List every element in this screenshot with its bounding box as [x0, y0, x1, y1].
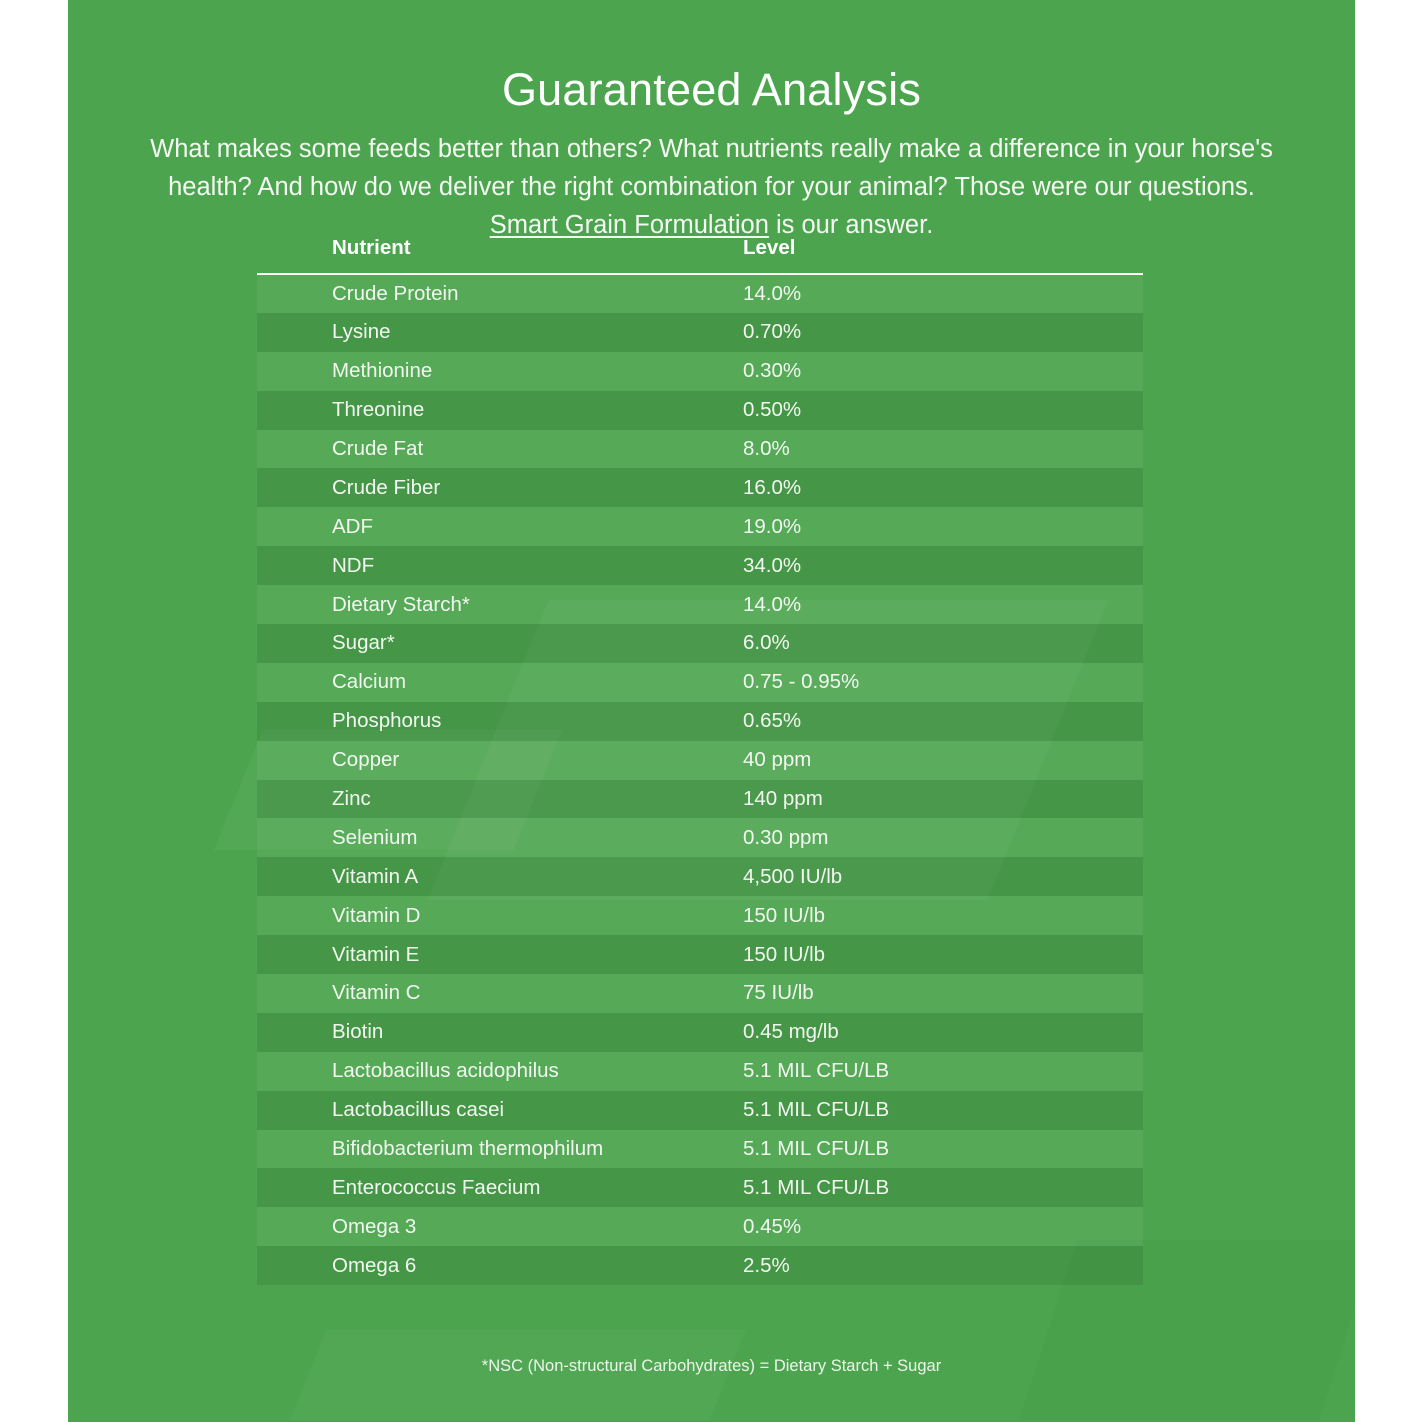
table-row [257, 663, 1143, 702]
table-row [257, 1130, 1143, 1169]
cell-level: 0.45% [743, 1214, 802, 1238]
table-row [257, 1207, 1143, 1246]
cell-nutrient: Crude Fiber [332, 475, 441, 499]
cell-nutrient: Vitamin D [332, 903, 421, 927]
cell-nutrient: Dietary Starch* [332, 592, 470, 616]
cell-level: 0.45 mg/lb [743, 1020, 839, 1044]
cell-level: 150 IU/lb [743, 903, 826, 927]
intro-text-after-link: is our answer. [768, 210, 934, 239]
table-row [257, 274, 1143, 313]
cell-nutrient: Vitamin C [332, 981, 421, 1005]
cell-level: 0.50% [743, 398, 802, 422]
cell-level: 75 IU/lb [743, 981, 814, 1005]
cell-level: 0.30 ppm [743, 825, 829, 849]
cell-nutrient: NDF [332, 553, 375, 577]
table-row [257, 818, 1143, 857]
cell-level: 0.65% [743, 709, 802, 733]
cell-nutrient: Zinc [332, 787, 371, 811]
guaranteed-analysis-table [257, 236, 1143, 1285]
cell-nutrient: Phosphorus [332, 709, 442, 733]
table-row [257, 546, 1143, 585]
cell-nutrient: Lysine [332, 320, 391, 344]
table-row [257, 352, 1143, 391]
cell-level: 2.5% [743, 1253, 790, 1277]
table-header [257, 236, 1143, 274]
cell-nutrient: Sugar* [332, 631, 395, 655]
cell-nutrient: Omega 6 [332, 1253, 417, 1277]
cell-level: 19.0% [743, 514, 802, 538]
footnote-nsc: *NSC (Non-structural Carbohydrates) = Dietary Starch + Sugar [481, 1357, 942, 1375]
table-row [257, 430, 1143, 469]
cell-nutrient: Crude Protein [332, 281, 459, 305]
cell-nutrient: Lactobacillus casei [332, 1098, 505, 1122]
cell-level: 14.0% [743, 592, 802, 616]
guaranteed-analysis-table-wrapper [257, 236, 1143, 1285]
table-row [257, 780, 1143, 819]
table-row [257, 1052, 1143, 1091]
table-row [257, 624, 1143, 663]
intro-text-before-link: What makes some feeds better than others? What nutrients really make a difference in your horse's health? And how do we deliver the right combination for your animal? Those were our questions. [150, 134, 1273, 201]
table-row [257, 1013, 1143, 1052]
cell-level: 0.30% [743, 359, 802, 383]
table-row [257, 702, 1143, 741]
cell-level: 150 IU/lb [743, 942, 826, 966]
cell-nutrient: Selenium [332, 825, 418, 849]
table-row [257, 974, 1143, 1013]
cell-level: 5.1 MIL CFU/LB [743, 1059, 890, 1083]
cell-level: 4,500 IU/lb [743, 864, 843, 888]
cell-level: 6.0% [743, 631, 790, 655]
table-row [257, 313, 1143, 352]
table-row [257, 1091, 1143, 1130]
table-row [257, 1246, 1143, 1285]
table-row [257, 507, 1143, 546]
table-body [257, 274, 1143, 1285]
cell-level: 0.75 - 0.95% [743, 670, 860, 694]
cell-level: 14.0% [743, 281, 802, 305]
cell-nutrient: Vitamin E [332, 942, 420, 966]
cell-nutrient: Lactobacillus acidophilus [332, 1059, 559, 1083]
cell-level: 140 ppm [743, 787, 823, 811]
cell-level: 5.1 MIL CFU/LB [743, 1098, 890, 1122]
cell-nutrient: Calcium [332, 670, 407, 694]
table-header-row [257, 236, 1143, 274]
intro-paragraph [148, 130, 1275, 244]
cell-nutrient: Enterococcus Faecium [332, 1175, 541, 1199]
cell-level: 5.1 MIL CFU/LB [743, 1175, 890, 1199]
table-row [257, 741, 1143, 780]
cell-level: 8.0% [743, 437, 790, 460]
cell-level: 0.70% [743, 320, 802, 344]
cell-nutrient: Bifidobacterium thermophilum [332, 1137, 604, 1161]
column-header-nutrient: Nutrient [257, 236, 699, 274]
cell-nutrient: Copper [332, 748, 400, 772]
page-title: Guaranteed Analysis [501, 64, 922, 116]
table-row [257, 585, 1143, 624]
cell-level: 5.1 MIL CFU/LB [743, 1137, 890, 1161]
table-row [257, 896, 1143, 935]
table-row [257, 391, 1143, 430]
cell-nutrient: ADF [332, 514, 373, 538]
table-row [257, 1168, 1143, 1207]
smart-grain-formulation-link[interactable]: Smart Grain Formulation [489, 210, 769, 239]
cell-nutrient: Biotin [332, 1020, 384, 1044]
cell-nutrient: Threonine [332, 398, 425, 422]
cell-level: 16.0% [743, 475, 802, 499]
table-row [257, 468, 1143, 507]
cell-nutrient: Methionine [332, 359, 433, 383]
cell-nutrient: Vitamin A [332, 864, 419, 888]
cell-level: 34.0% [743, 553, 802, 577]
cell-nutrient: Crude Fat [332, 437, 424, 460]
cell-level: 40 ppm [743, 748, 812, 772]
table-row [257, 857, 1143, 896]
column-header-level: Level [699, 236, 1143, 274]
table-row [257, 935, 1143, 974]
cell-nutrient: Omega 3 [332, 1214, 417, 1238]
green-panel [68, 0, 1355, 1422]
